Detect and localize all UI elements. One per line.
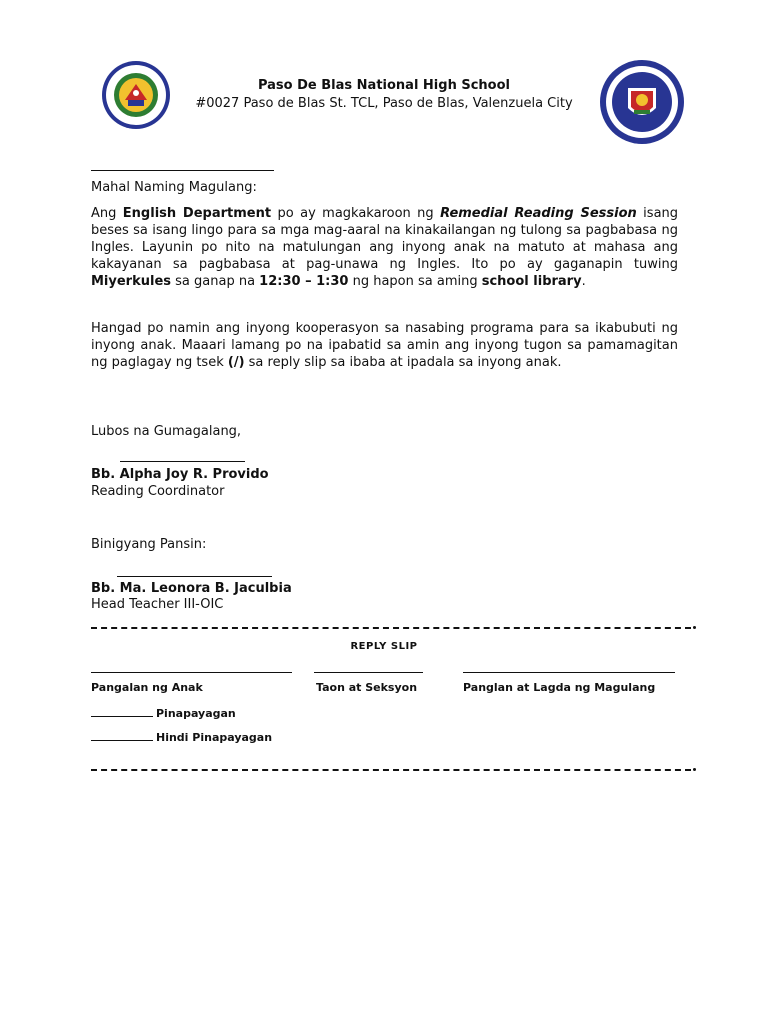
parent-signature-line[interactable] [463, 672, 675, 673]
cut-line-top [91, 627, 691, 629]
school-name: Paso De Blas National High School [257, 78, 510, 93]
p1-text-3: isang beses sa isang lingo para sa mga mag-aaral na kinakailangan ng tulong sa pagbabasa ng Ingles. Layunin po nito na matulungan ang inyong anak na matuto at mahasa ang kakayanan sa pagbabasa at pag-unawa ng Ingles. Ito po ay gaganapin tuwing [91, 206, 679, 272]
p1-text-4: sa ganap na [171, 274, 260, 289]
child-name-label: Pangalan ng Anak [91, 681, 203, 694]
p2-text-2: sa reply slip sa ibaba at ipadala sa inyong anak. [244, 355, 562, 370]
paragraph-request [91, 320, 678, 371]
school-seal-logo [101, 60, 171, 130]
signer2-name: Bb. Ma. Leonora B. Jaculbia [91, 581, 292, 596]
noted-label: Binigyang Pansin: [91, 537, 207, 552]
session-time: 12:30 – 1:30 [259, 274, 349, 289]
date-line [91, 170, 274, 171]
parent-signature-label: Panglan at Lagda ng Magulang [463, 681, 656, 694]
session-day: Miyerkules [91, 274, 172, 289]
signer1-title: Reading Coordinator [91, 484, 225, 499]
check-mark-symbol: (/) [227, 355, 245, 370]
year-section-label: Taon at Seksyon [316, 681, 418, 694]
cut-line-top-dot [693, 626, 696, 629]
child-name-line[interactable] [91, 672, 292, 673]
salutation: Mahal Naming Magulang: [91, 180, 257, 195]
paragraph-intro [91, 205, 678, 290]
signer1-name: Bb. Alpha Joy R. Provido [91, 467, 269, 482]
cut-line-bottom [91, 769, 691, 771]
p1-text-1: Ang [91, 206, 123, 221]
session-venue: school library [481, 274, 582, 289]
school-address: #0027 Paso de Blas St. TCL, Paso de Blas, Valenzuela City [195, 96, 573, 111]
deped-seal-logo [598, 58, 686, 146]
p1-text-6: . [581, 274, 586, 289]
session-name: Remedial Reading Session [440, 206, 637, 221]
p2-text-1: Hangad po namin ang inyong kooperasyon sa nasabing programa para sa ikabubuti ng inyong anak. Maaari lamang po na ipabatid sa amin ang inyong tugon sa pamamagitan ng paglagay ng tsek [91, 321, 678, 370]
reply-slip-title: REPLY SLIP [350, 641, 418, 652]
option-deny-check-blank[interactable] [91, 730, 153, 741]
department-name: English Department [122, 206, 272, 221]
option-allow [91, 706, 236, 720]
p1-text-5: ng hapon sa aming [348, 274, 482, 289]
year-section-line[interactable] [314, 672, 423, 673]
option-deny-label: Hindi Pinapayagan [156, 731, 273, 744]
signer2-title: Head Teacher III-OIC [91, 597, 224, 612]
option-allow-label: Pinapayagan [156, 707, 236, 720]
signature-line-2 [117, 576, 272, 577]
signature-line-1 [120, 461, 245, 462]
option-allow-check-blank[interactable] [91, 706, 153, 717]
p1-text-2: po ay magkakaroon ng [271, 206, 441, 221]
closing: Lubos na Gumagalang, [91, 424, 242, 439]
option-deny [91, 730, 272, 744]
cut-line-bottom-dot [693, 768, 696, 771]
